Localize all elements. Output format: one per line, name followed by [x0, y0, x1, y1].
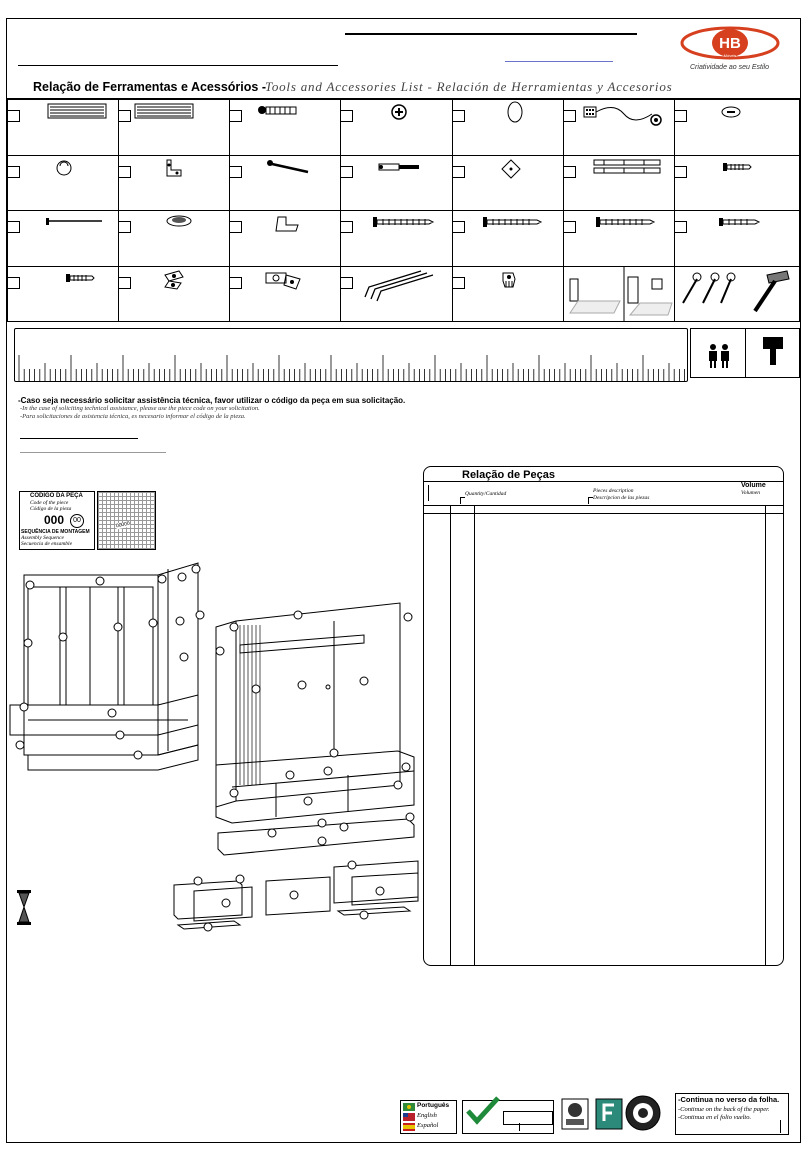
oval-plate-icon: [675, 100, 787, 154]
description-header-en: Pieces description: [593, 488, 634, 494]
tool-cell: [452, 266, 563, 322]
hammer-icon: [755, 271, 789, 311]
long-screw-icon: [453, 211, 565, 265]
logo-subtext: Móveis: [723, 53, 737, 58]
tool-cell: [230, 211, 341, 267]
cam-bolt-icon: [230, 100, 342, 154]
tools-title-row: [7, 78, 800, 99]
tool-cell: [452, 155, 563, 211]
angle-bracket-icon: [119, 156, 231, 210]
mallet-icon: [761, 335, 785, 367]
lang-pt: Português: [417, 1102, 450, 1109]
quantity-header: Quantity/Cantidad: [465, 491, 507, 497]
header-blank-line: [18, 65, 338, 66]
tool-cell: [8, 155, 119, 211]
tools-title-translations: Tools and Accessories List - Relación de Herramientas y Accesorios: [265, 79, 673, 94]
sequence-number: 00: [70, 514, 84, 528]
allen-key-icon: [341, 267, 453, 321]
check-icon: [465, 1095, 501, 1125]
long-screw-icon: [564, 211, 676, 265]
assistance-note-es: -Para solicitaciones de asistencia técnica, es necesario informar el código de la pieza.: [20, 413, 246, 420]
tool-cell: [8, 211, 119, 267]
round-disc-icon: [453, 100, 565, 154]
led-cable-icon: [564, 100, 676, 154]
screwdrivers-icon: [675, 267, 799, 321]
connector-bolt-icon: [341, 156, 453, 210]
nail-icon: [8, 211, 120, 265]
tool-cell: [8, 100, 119, 156]
tool-cell: [119, 155, 230, 211]
continue-note-pt: -Continua no verso da folha.: [678, 1095, 780, 1104]
sequence-en: Assembly Sequence: [21, 535, 64, 541]
hourglass-icon: [16, 888, 34, 928]
tool-cell: [674, 100, 799, 156]
tool-cell: [674, 155, 799, 211]
tool-cell: [119, 211, 230, 267]
tool-cell: [119, 266, 230, 322]
people-tools-box: [690, 328, 800, 378]
hinge-plate-icon: [119, 100, 231, 154]
tool-cell: [452, 211, 563, 267]
tool-cell: [674, 266, 799, 322]
tool-cell: [230, 100, 341, 156]
measuring-ruler: [14, 328, 688, 382]
continue-note-es: -Continua en el folio vuelto.: [678, 1114, 752, 1121]
square-plate-icon: [453, 156, 565, 210]
sample-panel-grid: [97, 491, 156, 550]
description-header-es: Descripcion de las piezas: [593, 495, 650, 501]
tool-cell: [674, 211, 799, 267]
volume-label-es: Volumen: [741, 490, 760, 496]
tool-cell: [563, 155, 674, 211]
sequence-title: SEQUÊNCIA DE MONTAGEM: [21, 529, 90, 535]
tool-cell: [230, 155, 341, 211]
tool-cell: [119, 100, 230, 156]
dowel-bolt-icon: [230, 156, 342, 210]
code-title-es: Código de la pieza: [30, 506, 72, 512]
round-base-icon: [119, 211, 231, 265]
continue-note-box: [675, 1093, 789, 1135]
recycle-badge-icon: [560, 1097, 590, 1131]
short-screw-icon: [675, 156, 787, 210]
hinge-icon: [119, 267, 231, 321]
piece-code-legend: [19, 491, 95, 550]
tool-cell: [341, 211, 452, 267]
support-clip-icon: [453, 267, 565, 321]
language-legend: [400, 1100, 457, 1134]
short-screw-icon: [8, 267, 120, 321]
tool-cell: [8, 266, 119, 322]
tool-cell: [563, 211, 674, 267]
assistance-note-pt: -Caso seja necessário solicitar assistência técnica, favor utilizar o código da peça em sua solicitação.: [18, 396, 406, 405]
sequence-es: Secuencia de ensamble: [21, 541, 73, 547]
ruler-ticks: [15, 329, 687, 381]
tool-cell: [341, 100, 452, 156]
screw-icon: [675, 211, 787, 265]
code-number: 000: [44, 513, 65, 527]
room-space-icon: [564, 267, 676, 321]
continue-note-en: -Continue on the back of the paper.: [678, 1106, 770, 1113]
header-link-line: [505, 61, 613, 62]
code-title: CÓDIGO DA PEÇA: [30, 493, 83, 499]
parts-list-panel: [423, 466, 784, 966]
certification-seal-icon: [624, 1094, 662, 1132]
fsc-badge-icon: [594, 1097, 624, 1131]
tool-cell: [341, 266, 452, 322]
hinge-plate-icon: [8, 100, 120, 154]
lang-es: Español: [417, 1122, 439, 1129]
corner-bracket-icon: [230, 211, 342, 265]
flags-icon: [403, 1103, 415, 1131]
logo-text: HB: [719, 35, 741, 52]
tool-cell: [341, 155, 452, 211]
inspection-box: [462, 1100, 554, 1134]
long-screw-icon: [341, 211, 453, 265]
assistance-note-en: -In the case of soliciting technical assistance, please use the piece code on your solicitation.: [20, 405, 260, 412]
tools-title-pt: Relação de Ferramentas e Acessórios -: [33, 80, 266, 94]
parts-list-title: Relação de Peças: [462, 469, 555, 481]
brand-slogan: Criatividade ao seu Estilo: [690, 64, 769, 71]
hinge-icon: [230, 267, 342, 321]
tools-grid: [7, 99, 800, 322]
furniture-exploded-view: [8, 555, 428, 935]
volume-label: Volume: [741, 482, 766, 489]
sample-code: 00000: [115, 520, 131, 530]
tool-cell: [563, 266, 674, 322]
tool-cell: [452, 100, 563, 156]
code-title-en: Code of the piece: [30, 500, 69, 506]
two-people-icon: [705, 343, 733, 369]
drawer-slide-icon: [564, 156, 676, 210]
blank-line: [20, 452, 166, 453]
cam-lock-icon: [8, 156, 120, 210]
header-blank-line: [345, 33, 637, 35]
screw-head-icon: [341, 100, 453, 154]
tool-cell: [230, 266, 341, 322]
lang-en: English: [417, 1112, 437, 1119]
tool-cell: [563, 100, 674, 156]
blank-line: [20, 438, 138, 439]
